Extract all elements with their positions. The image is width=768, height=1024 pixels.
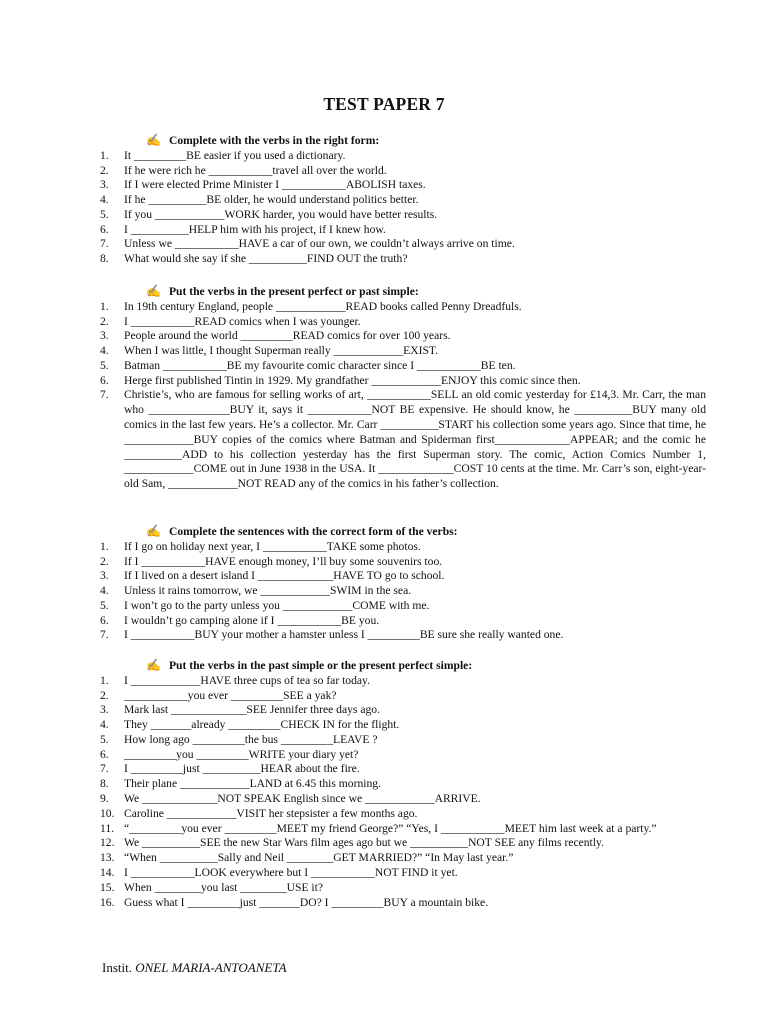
exercise-item bbox=[100, 208, 706, 223]
item-number: 13. bbox=[100, 851, 115, 865]
section-heading-text: Complete the sentences with the correct form of the verbs: bbox=[168, 525, 458, 538]
item-text: _________you _________WRITE your diary yet? bbox=[124, 747, 359, 761]
item-text: If I ___________HAVE enough money, I’ll buy some souvenirs too. bbox=[124, 554, 443, 568]
exercise-item bbox=[100, 851, 706, 866]
section-heading bbox=[100, 284, 706, 300]
exercise-item bbox=[100, 223, 706, 238]
item-text: Mark last _____________SEE Jennifer three days ago. bbox=[124, 703, 380, 717]
item-text: Caroline ____________VISIT her stepsister a few months ago. bbox=[124, 806, 418, 820]
exercise-item bbox=[100, 777, 706, 792]
exercise-item bbox=[100, 628, 706, 643]
writing-hand-icon: ✍ bbox=[146, 133, 161, 147]
exercise-item bbox=[100, 866, 706, 881]
item-text: I ___________BUY your mother a hamster unless I _________BE sure she really wanted one. bbox=[124, 628, 564, 642]
item-text: When ________you last ________USE it? bbox=[124, 880, 324, 894]
item-text: Herge first published Tintin in 1929. My grandfather ____________ENJOY this comic since then. bbox=[124, 373, 581, 387]
item-text: “When __________Sally and Neil ________GET MARRIED?” “In May last year.” bbox=[124, 851, 514, 865]
section-first-second-conditional bbox=[100, 524, 706, 643]
exercise-item bbox=[100, 540, 706, 555]
item-text: “_________you ever _________MEET my friend George?” “Yes, I ___________MEET him last week at a party.” bbox=[124, 821, 657, 835]
item-number: 4. bbox=[100, 718, 109, 732]
exercise-item bbox=[100, 614, 706, 629]
item-text: When I was little, I thought Superman really ____________EXIST. bbox=[124, 344, 439, 358]
exercise-item bbox=[100, 718, 706, 733]
item-text: What would she say if she __________FIND OUT the truth? bbox=[124, 252, 408, 266]
item-number: 5. bbox=[100, 732, 109, 746]
exercise-item bbox=[100, 584, 706, 599]
exercise-item bbox=[100, 555, 706, 570]
exercise-item bbox=[100, 703, 706, 718]
item-number: 2. bbox=[100, 163, 109, 177]
item-text: They _______already _________CHECK IN for the flight. bbox=[124, 718, 400, 732]
item-text: I _________just __________HEAR about the fire. bbox=[124, 762, 360, 776]
exercise-item bbox=[100, 896, 706, 911]
item-number: 7. bbox=[100, 628, 109, 642]
exercise-item bbox=[100, 689, 706, 704]
exercise-item bbox=[100, 748, 706, 763]
section-conditionals bbox=[100, 133, 706, 267]
item-text: I won’t go to the party unless you ____________COME with me. bbox=[124, 598, 430, 612]
item-number: 3. bbox=[100, 178, 109, 192]
exercise-item bbox=[100, 252, 706, 267]
section-past-simple-present-perfect bbox=[100, 658, 706, 910]
item-text: I __________HELP him with his project, if I knew how. bbox=[124, 222, 386, 236]
item-text: If I go on holiday next year, I ___________TAKE some photos. bbox=[124, 539, 421, 553]
exercise-item bbox=[100, 569, 706, 584]
item-number: 6. bbox=[100, 747, 109, 761]
item-number: 8. bbox=[100, 252, 109, 266]
writing-hand-icon: ✍ bbox=[146, 524, 161, 538]
item-number: 3. bbox=[100, 569, 109, 583]
item-number: 1. bbox=[100, 673, 109, 687]
item-text: Their plane ____________LAND at 6.45 this morning. bbox=[124, 777, 381, 791]
section-heading bbox=[100, 658, 706, 674]
writing-hand-icon: ✍ bbox=[146, 284, 161, 298]
exercise-item bbox=[100, 822, 706, 837]
exercise-item bbox=[100, 836, 706, 851]
item-number: 3. bbox=[100, 703, 109, 717]
item-number: 4. bbox=[100, 193, 109, 207]
item-number: 4. bbox=[100, 584, 109, 598]
exercise-item bbox=[100, 733, 706, 748]
exercise-item bbox=[100, 388, 706, 492]
item-number: 1. bbox=[100, 148, 109, 162]
exercise-list bbox=[100, 300, 706, 492]
section-heading bbox=[100, 524, 706, 540]
author-name: ONEL MARIA-ANTOANETA bbox=[135, 960, 287, 975]
exercise-item bbox=[100, 237, 706, 252]
item-number: 3. bbox=[100, 329, 109, 343]
item-text: If he __________BE older, he would understand politics better. bbox=[124, 193, 419, 207]
item-number: 14. bbox=[100, 866, 115, 880]
item-number: 2. bbox=[100, 554, 109, 568]
exercise-item bbox=[100, 193, 706, 208]
section-heading-text: Put the verbs in the present perfect or past simple: bbox=[168, 285, 419, 298]
item-number: 9. bbox=[100, 792, 109, 806]
exercise-item bbox=[100, 762, 706, 777]
item-number: 6. bbox=[100, 373, 109, 387]
item-number: 4. bbox=[100, 344, 109, 358]
exercise-item bbox=[100, 807, 706, 822]
item-text: It _________BE easier if you used a dictionary. bbox=[124, 148, 346, 162]
section-heading bbox=[100, 133, 706, 149]
page-title: TEST PAPER 7 bbox=[323, 94, 445, 114]
item-text: If you ____________WORK harder, you would have better results. bbox=[124, 207, 438, 221]
footer-prefix: Instit. bbox=[102, 960, 132, 975]
exercise-item bbox=[100, 300, 706, 315]
item-text: If I were elected Prime Minister I ___________ABOLISH taxes. bbox=[124, 178, 426, 192]
item-number: 5. bbox=[100, 598, 109, 612]
exercise-item bbox=[100, 344, 706, 359]
item-number: 8. bbox=[100, 777, 109, 791]
writing-hand-icon: ✍ bbox=[146, 658, 161, 672]
item-text: Christie’s, who are famous for selling works of art, ___________SELL an old comic yesterday for £14,3. Mr. Carr, the man who ______________BUY it, says it ___________NOT BE expensive. He should know, he __________BUY many old comics in the last few years. He’s a collector. Mr. Carr __________START his collection some years ago. Since that time, he ____________BUY copies of the comics where Batman and Spiderman first_____________APPEAR; and the comic he __________ADD to his collection yesterday has the first Superman story. The comic, Action Comics Number 1, ____________COME out in June 1938 in the USA. It _____________COST 10 cents at the time. Mr. Carr’s son, eight-year-old Sam, ____________NOT READ any of the comics in his father’s collection. bbox=[124, 388, 706, 491]
item-text: I ____________HAVE three cups of tea so far today. bbox=[124, 673, 370, 687]
item-text: In 19th century England, people ____________READ books called Penny Dreadfuls. bbox=[124, 299, 522, 313]
item-number: 7. bbox=[100, 762, 109, 776]
exercise-item bbox=[100, 374, 706, 389]
item-text: Unless we ___________HAVE a car of our own, we couldn’t always arrive on time. bbox=[124, 237, 515, 251]
item-number: 6. bbox=[100, 222, 109, 236]
item-number: 2. bbox=[100, 688, 109, 702]
item-text: Batman ___________BE my favourite comic character since I ___________BE ten. bbox=[124, 358, 516, 372]
item-text: We __________SEE the new Star Wars film ages ago but we __________NOT SEE any films recently. bbox=[124, 836, 604, 850]
item-text: I ___________READ comics when I was younger. bbox=[124, 314, 361, 328]
item-number: 16. bbox=[100, 895, 115, 909]
item-number: 5. bbox=[100, 358, 109, 372]
exercise-item bbox=[100, 329, 706, 344]
item-number: 11. bbox=[100, 821, 115, 835]
item-number: 15. bbox=[100, 880, 115, 894]
item-text: I ___________LOOK everywhere but I ___________NOT FIND it yet. bbox=[124, 866, 458, 880]
exercise-item bbox=[100, 881, 706, 896]
exercise-item bbox=[100, 674, 706, 689]
item-text: We _____________NOT SPEAK English since we ____________ARRIVE. bbox=[124, 792, 481, 806]
item-text: ___________you ever _________SEE a yak? bbox=[124, 688, 337, 702]
section-present-perfect-past-simple bbox=[100, 284, 706, 492]
exercise-list bbox=[100, 674, 706, 911]
item-number: 10. bbox=[100, 806, 115, 820]
item-number: 6. bbox=[100, 613, 109, 627]
item-text: Unless it rains tomorrow, we ____________SWIM in the sea. bbox=[124, 584, 412, 598]
exercise-item bbox=[100, 178, 706, 193]
exercise-item bbox=[100, 599, 706, 614]
item-text: I wouldn’t go camping alone if I ___________BE you. bbox=[124, 613, 380, 627]
item-text: People around the world _________READ comics for over 100 years. bbox=[124, 329, 451, 343]
exercise-list bbox=[100, 540, 706, 644]
item-number: 1. bbox=[100, 539, 109, 553]
item-text: If I lived on a desert island I _____________HAVE TO go to school. bbox=[124, 569, 445, 583]
exercise-item bbox=[100, 359, 706, 374]
item-text: Guess what I _________just _______DO? I _________BUY a mountain bike. bbox=[124, 895, 489, 909]
exercise-item bbox=[100, 164, 706, 179]
item-text: How long ago _________the bus _________LEAVE ? bbox=[124, 732, 378, 746]
item-text: If he were rich he ___________travel all over the world. bbox=[124, 163, 387, 177]
section-heading-text: Put the verbs in the past simple or the present perfect simple: bbox=[168, 659, 473, 672]
author-footer bbox=[102, 960, 287, 976]
exercise-list bbox=[100, 149, 706, 267]
item-number: 2. bbox=[100, 314, 109, 328]
section-heading-text: Complete with the verbs in the right form: bbox=[168, 134, 380, 147]
item-number: 7. bbox=[100, 237, 109, 251]
item-number: 1. bbox=[100, 299, 109, 313]
exercise-item bbox=[100, 149, 706, 164]
item-number: 12. bbox=[100, 836, 115, 850]
exercise-item bbox=[100, 792, 706, 807]
item-number: 5. bbox=[100, 207, 109, 221]
item-number: 7. bbox=[100, 388, 109, 402]
exercise-item bbox=[100, 315, 706, 330]
